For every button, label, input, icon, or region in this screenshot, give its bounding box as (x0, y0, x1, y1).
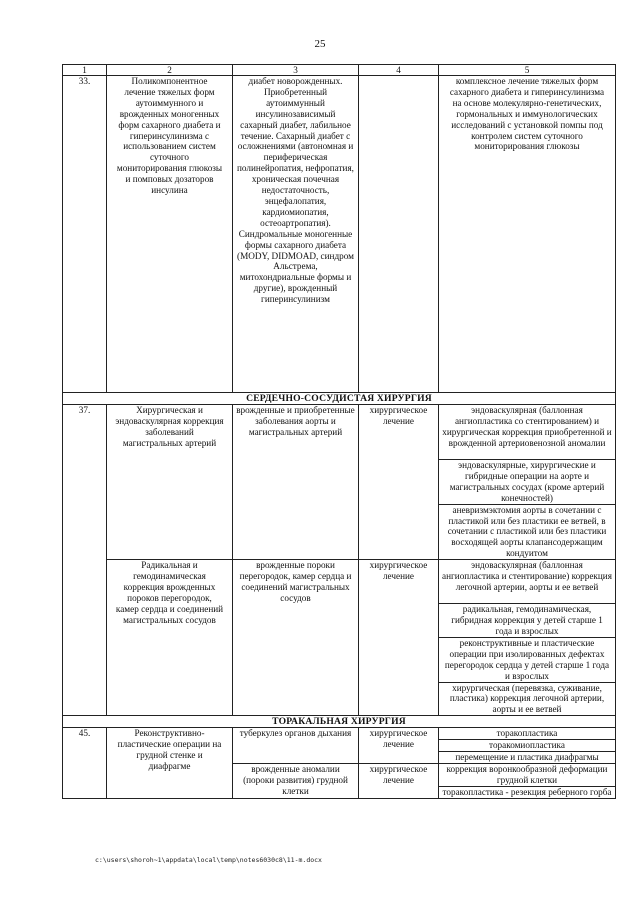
treatment-method-cell: перемещение и пластика диафрагмы (439, 752, 616, 764)
col-header: 1 (63, 65, 107, 76)
treatment-type-cell: хирургическое лечение (359, 405, 439, 560)
table-row (63, 560, 616, 604)
treatment-method-cell: эндоваскулярные, хирургические и гибридные операции на аорте и магистральных сосудах (кроме артерий конечностей) (439, 460, 616, 505)
row-number: 37. (63, 405, 107, 716)
treatment-type-cell (359, 76, 439, 393)
page-number: 25 (314, 38, 326, 50)
col-header: 2 (107, 65, 233, 76)
treatment-method-cell: коррекция воронкообразной деформации грудной клетки (439, 763, 616, 786)
treatment-method-cell: эндоваскулярная (баллонная ангиопластика и стентирование) коррекция легочной артерии, аорты и ее ветвей (439, 560, 616, 604)
section-row (63, 393, 616, 405)
diagnosis-cell: туберкулез органов дыхания (233, 728, 359, 764)
table-row (63, 728, 616, 740)
col-header: 5 (439, 65, 616, 76)
treatment-method-cell: торакопластика - резекция реберного горба (439, 786, 616, 798)
treatment-method-cell: торакомиопластика (439, 740, 616, 752)
col-header: 3 (233, 65, 359, 76)
treatment-method-cell: хирургическая (перевязка, суживание, пластика) коррекция легочной артерии, аорты и ее ветвей (439, 682, 616, 716)
method-cell: Реконструктивно-пластические операции на грудной стенке и диафрагме (107, 728, 233, 798)
diagnosis-cell: врожденные пороки перегородок, камер сердца и соединений магистральных сосудов (233, 560, 359, 716)
col-header: 4 (359, 65, 439, 76)
section-title: СЕРДЕЧНО-СОСУДИСТАЯ ХИРУРГИЯ (63, 393, 616, 405)
diagnosis-cell: врожденные аномалии (пороки развития) грудной клетки (233, 763, 359, 798)
row-number: 45. (63, 728, 107, 798)
method-cell: Радикальная и гемодинамическая коррекция врожденных пороков перегородок, камер сердца и соединений магистральных сосудов (107, 560, 233, 716)
header-row (63, 65, 616, 76)
treatment-method-cell: торакопластика (439, 728, 616, 740)
diagnosis-cell: диабет новорожденных. Приобретенный аутоиммунный инсулинозависимый сахарный диабет, лабильное течение. Сахарный диабет с осложнениями (автономная и периферическая полинейропатия, нефропатия, хроническая почечная недостаточность, энцефалопатия, кардиомиопатия, остеоартропатия). Синдромальные моногенные формы сахарного диабета (MODY, DIDMOAD, синдром Альстрема, митохондриальные формы и другие), врожденный гиперинсулинизм (233, 76, 359, 393)
treatment-type-cell: хирургическое лечение (359, 728, 439, 764)
treatment-method-cell: комплексное лечение тяжелых форм сахарного диабета и гиперинсулинизма на основе молекулярно-генетических, гормональных и иммунологических исследований с установкой помпы под контролем систем суточного мониторирования глюкозы (439, 76, 616, 393)
treatment-method-cell: реконструктивные и пластические операции при изолированных дефектах перегородок сердца у детей старше 1 года и взрослых (439, 637, 616, 682)
row-number: 33. (63, 76, 107, 393)
treatment-method-cell: радикальная, гемодинамическая, гибридная коррекция у детей старше 1 года и взрослых (439, 604, 616, 638)
treatment-method-cell: аневризмэктомия аорты в сочетании с пластикой или без пластики ее ветвей, в сочетании с пластикой или без пластики восходящей аорты клапансодержащим кондуитом (439, 504, 616, 560)
treatment-type-cell: хирургическое лечение (359, 763, 439, 798)
section-row (63, 716, 616, 728)
file-path-footer: c:\users\shoroh~1\appdata\local\temp\notes6030c8\11-m.docx (95, 856, 322, 864)
procedures-table (62, 64, 616, 799)
table-row (63, 76, 616, 393)
section-title: ТОРАКАЛЬНАЯ ХИРУРГИЯ (63, 716, 616, 728)
table-row (63, 405, 616, 460)
method-cell: Поликомпонентное лечение тяжелых форм аутоиммунного и врожденных моногенных форм сахарного диабета и гиперинсулинизма с использованием систем суточного мониторирования глюкозы и помповых дозаторов инсулина (107, 76, 233, 393)
method-cell: Хирургическая и эндоваскулярная коррекция заболеваний магистральных артерий (107, 405, 233, 560)
diagnosis-cell: врожденные и приобретенные заболевания аорты и магистральных артерий (233, 405, 359, 560)
treatment-method-cell: эндоваскулярная (баллонная ангиопластика со стентированием) и хирургическая коррекция приобретенной и врожденной артериовенозной аномалии (439, 405, 616, 460)
treatment-type-cell: хирургическое лечение (359, 560, 439, 716)
